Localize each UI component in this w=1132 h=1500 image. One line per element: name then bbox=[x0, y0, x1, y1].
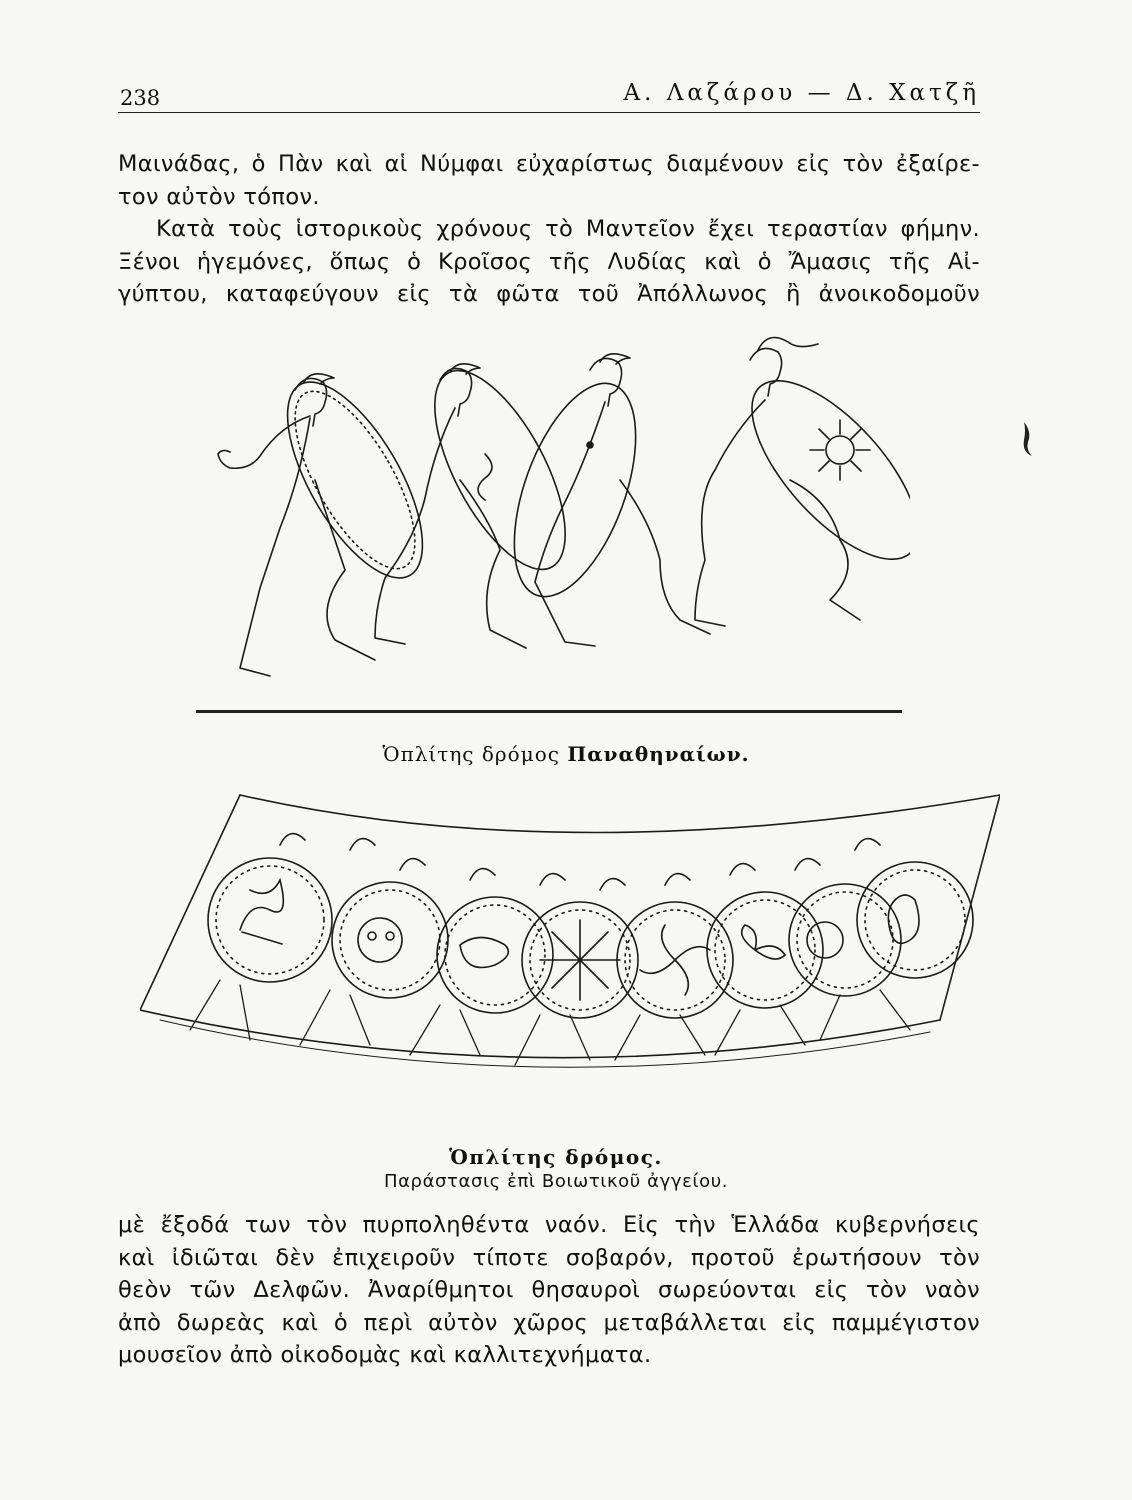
text-line: μὲ ἔξοδά των τὸν πυρποληθέντα ναόν. Εἰς τὴν Ἑλλάδα κυβερνήσεις bbox=[118, 1212, 980, 1238]
ink-smudge bbox=[1020, 420, 1034, 456]
text-line: Κατὰ τοὺς ἱστορικοὺς χρόνους τὸ Μαντεῖον ἔχει τεραστίαν φήμην. bbox=[156, 216, 980, 242]
bottom-text-block bbox=[118, 1209, 980, 1372]
runner-figure bbox=[490, 354, 710, 646]
helmet-row bbox=[280, 834, 880, 890]
runner-figure bbox=[218, 362, 449, 676]
page-header bbox=[118, 78, 980, 113]
shield bbox=[789, 884, 901, 996]
figure-2-caption-subtitle: Παράστασις ἐπὶ Βοιωτικοῦ ἀγγείου. bbox=[383, 1171, 729, 1192]
text-line: καὶ ἰδιῶται δὲν ἐπιχειροῦν τίποτε σοβαρόν, προτοῦ ἐρωτήσουν τὸν bbox=[118, 1244, 980, 1271]
frieze-right-edge bbox=[940, 795, 1000, 1020]
running-head: Α. Λαζάρου — Δ. Χατζῆ bbox=[623, 80, 980, 106]
paragraph-2 bbox=[118, 213, 980, 311]
text-line: ἀπὸ δωρεὰς καὶ ὁ περὶ αὐτὸν χῶρος μεταβάλλεται εἰς παμμέγιστον bbox=[118, 1309, 980, 1336]
hoplite-race-boeotian-vase-illustration bbox=[140, 790, 1000, 1120]
text-line: τον αὐτὸν τόπον. bbox=[118, 183, 320, 210]
figure-1-caption-source: Παναθηναίων. bbox=[567, 742, 750, 766]
runner-figure bbox=[695, 338, 910, 627]
text-line: μουσεῖον ἀπὸ οἰκοδομὰς καὶ καλλιτεχνήματα. bbox=[118, 1342, 652, 1368]
figure-2-caption-title: Ὁπλίτης δρόμος. bbox=[449, 1145, 663, 1169]
hoplite-race-panathenaic-illustration bbox=[180, 330, 910, 720]
frieze-left-edge bbox=[140, 795, 240, 1010]
top-text-block bbox=[118, 148, 980, 311]
frieze-top-edge bbox=[240, 795, 1000, 833]
text-line: γύπτου, καταφεύγουν εἰς τὰ φῶτα τοῦ Ἀπόλλωνος ἢ ἀνοικοδομοῦν bbox=[118, 281, 980, 307]
runner-figure bbox=[375, 352, 591, 648]
text-line: Μαινάδας, ὁ Πὰν καὶ αἱ Νύμφαι εὐχαρίστως διαμένουν εἰς τὸν ἐξαίρε- bbox=[118, 151, 980, 177]
shield bbox=[522, 902, 638, 1018]
shield bbox=[208, 858, 332, 982]
text-line: Ξένοι ἡγεμόνες, ὅπως ὁ Κροῖσος τῆς Λυδίας καὶ ὁ Ἄμασις τῆς Αἰ- bbox=[118, 248, 980, 275]
text-line: θεὸν τῶν Δελφῶν. Ἀναρίθμητοι θησαυροὶ σωρεύονται εἰς τὸν ναὸν bbox=[118, 1277, 980, 1303]
shield bbox=[332, 882, 448, 998]
paragraph-3 bbox=[118, 1209, 980, 1372]
page-number: 238 bbox=[120, 86, 161, 110]
figure-1-caption-title: Ὁπλίτης δρόμος bbox=[382, 742, 560, 766]
paragraph-1 bbox=[118, 148, 980, 213]
figure-1-caption bbox=[0, 742, 1132, 766]
figure-baseline-rule bbox=[196, 710, 902, 713]
shield bbox=[857, 862, 973, 978]
shield bbox=[437, 897, 553, 1013]
